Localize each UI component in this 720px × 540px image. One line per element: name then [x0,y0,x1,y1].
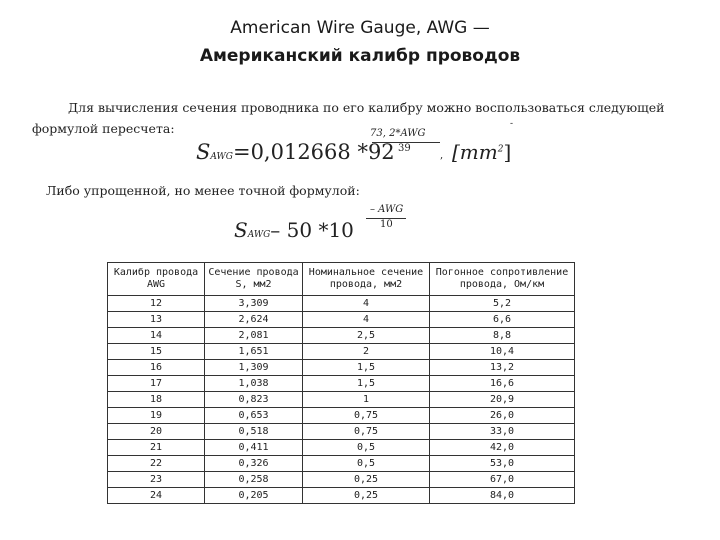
cell-gauge: 17 [108,376,205,392]
header-section: Сечение провода S, мм2 [205,263,303,296]
formula-2-lhs: S [234,218,248,242]
cell-gauge: 19 [108,408,205,424]
cell-resistance: 6,6 [430,312,575,328]
formula-2-main [234,218,354,242]
header-gauge: Калибр провода AWG [108,263,205,296]
cell-gauge: 16 [108,360,205,376]
title-line-1: American Wire Gauge, AWG — [230,18,490,38]
cell-resistance: 84,0 [430,488,575,504]
table-row [108,488,575,504]
cell-section: 0,205 [205,488,303,504]
cell-resistance: 42,0 [430,440,575,456]
cell-gauge: 15 [108,344,205,360]
cell-section: 0,823 [205,392,303,408]
cell-gauge: 18 [108,392,205,408]
formula-1-lhs-sub: AWG [210,152,233,162]
table-row [108,344,575,360]
formula-1-unit-close: ] [503,140,512,164]
cell-section: 0,258 [205,472,303,488]
cell-section: 2,081 [205,328,303,344]
formula-2-exponent: – AWG [370,204,404,215]
paragraph-2: Либо упрощенной, но менее точной формулой: [46,183,360,198]
cell-resistance: 33,0 [430,424,575,440]
cell-resistance: 26,0 [430,408,575,424]
cell-nominal: 4 [303,312,430,328]
table-row [108,392,575,408]
cell-gauge: 23 [108,472,205,488]
formula-1-denominator: 39 [398,143,411,154]
table-header-row [108,263,575,296]
cell-nominal: 1,5 [303,360,430,376]
cell-resistance: 16,6 [430,376,575,392]
formula-2-lhs-sub: AWG [247,230,271,240]
cell-resistance: 53,0 [430,456,575,472]
table-row [108,296,575,312]
cell-gauge: 14 [108,328,205,344]
cell-section: 0,518 [205,424,303,440]
formula-1-lhs: S [196,140,211,164]
cell-nominal: 0,25 [303,488,430,504]
cell-nominal: 2 [303,344,430,360]
cell-gauge: 12 [108,296,205,312]
cell-section: 0,411 [205,440,303,456]
table-row [108,376,575,392]
formula-1-main [196,140,395,164]
formula-1-exponent: 73, 2*AWG [370,128,426,139]
cell-section: 0,653 [205,408,303,424]
cell-resistance: 8,8 [430,328,575,344]
header-nominal-section: Номинальное сечение провода, мм2 [303,263,430,296]
cell-resistance: 5,2 [430,296,575,312]
cell-section: 0,326 [205,456,303,472]
cell-nominal: 0,25 [303,472,430,488]
title-line-2: Американский калибр проводов [199,46,521,66]
formula-1-unit-power: 2 [497,144,504,155]
cell-gauge: 21 [108,440,205,456]
paragraph-1-line-2: формулой пересчета: [32,121,175,136]
cell-nominal: 0,5 [303,440,430,456]
cell-nominal: 0,5 [303,456,430,472]
table-row [108,424,575,440]
cell-section: 3,309 [205,296,303,312]
table-row [108,328,575,344]
cell-gauge: 13 [108,312,205,328]
table-row [108,456,575,472]
cell-nominal: 0,75 [303,424,430,440]
cell-section: 2,624 [205,312,303,328]
table-row [108,472,575,488]
table-body [108,296,575,504]
formula-1-mark: - [510,119,514,129]
cell-gauge: 20 [108,424,205,440]
cell-section: 1,651 [205,344,303,360]
formula-2-denominator: 10 [380,219,393,230]
cell-resistance: 20,9 [430,392,575,408]
cell-section: 1,309 [205,360,303,376]
formula-1-separator: , [440,150,444,161]
cell-resistance: 10,4 [430,344,575,360]
cell-nominal: 0,75 [303,408,430,424]
cell-nominal: 2,5 [303,328,430,344]
table-row [108,360,575,376]
cell-nominal: 1,5 [303,376,430,392]
cell-nominal: 1 [303,392,430,408]
cell-gauge: 22 [108,456,205,472]
cell-resistance: 13,2 [430,360,575,376]
cell-nominal: 4 [303,296,430,312]
formula-1-unit [452,140,511,164]
cell-section: 1,038 [205,376,303,392]
paragraph-1-line-1: Для вычисления сечения проводника по его калибру можно воспользоваться следующей [68,100,665,115]
table-row [108,312,575,328]
cell-resistance: 67,0 [430,472,575,488]
formula-1-unit-base: [mm [452,140,498,164]
header-resistance: Погонное сопротивление провода, Ом/км [430,263,575,296]
formula-1-rhs: =0,012668 *92 [232,140,395,164]
table-row [108,440,575,456]
awg-table [107,262,575,504]
cell-gauge: 24 [108,488,205,504]
formula-2-rhs: – 50 *10 [270,218,354,242]
table-row [108,408,575,424]
